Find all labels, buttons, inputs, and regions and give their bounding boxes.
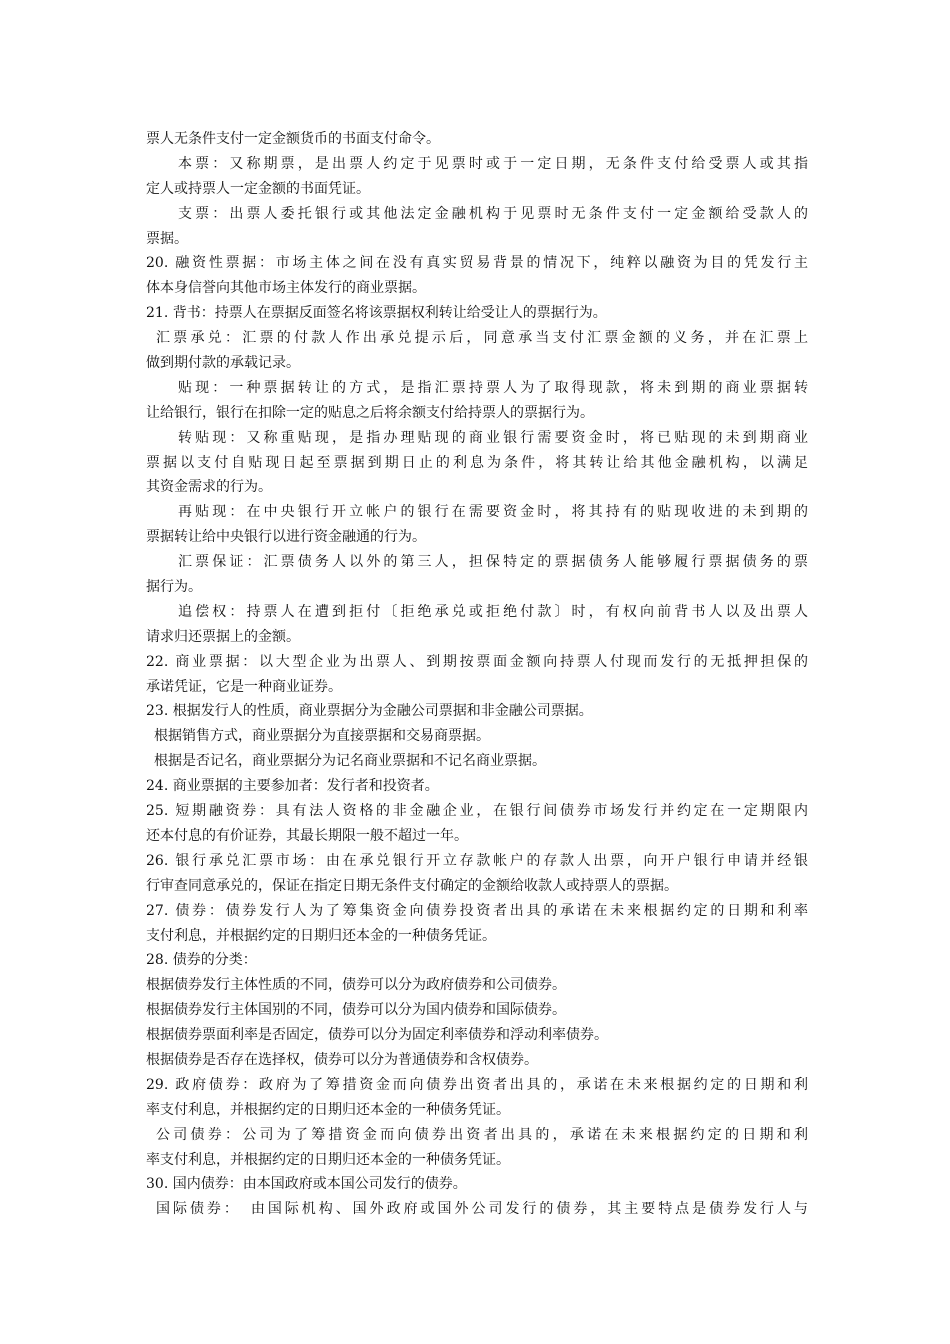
paragraph-guoji-zhaiquan: 国际债券： 由国际机构、国外政府或国外公司发行的债券，其主要特点是债券发行人与 — [156, 1201, 808, 1218]
text-line: 做到期付款的承载记录。 — [146, 355, 300, 372]
text-line: 支付利息，并根据约定的日期归还本金的一种债务凭证。 — [146, 927, 496, 944]
text-line: 票据转让给中央银行以进行资金融通的行为。 — [146, 529, 426, 546]
paragraph-zhipiao: 支票：出票人委托银行或其他法定金融机构于见票时无条件支付一定金额给受款人的 — [178, 205, 808, 222]
item-23: 23. 根据发行人的性质，商业票据分为金融公司票据和非金融公司票据。 — [146, 703, 593, 720]
text-line: 承诺凭证，它是一种商业证券。 — [146, 678, 342, 695]
item-28: 28. 债券的分类： — [146, 952, 257, 969]
document-page — [146, 127, 808, 1222]
text-line: 率支付利息，并根据约定的日期归还本金的一种债务凭证。 — [146, 1101, 510, 1118]
text-line: 票人无条件支付一定金额货币的书面支付命令。 — [146, 131, 440, 147]
item-29: 29. 政府债券：政府为了筹措资金而向债券出资者出具的，承诺在未来根据约定的日期和利 — [146, 1076, 808, 1093]
paragraph-huipiao-baozheng: 汇票保证：汇票债务人以外的第三人，担保特定的票据债务人能够履行票据债务的票 — [178, 554, 808, 571]
item-20: 20. 融资性票据：市场主体之间在没有真实贸易背景的情况下，纯粹以融资为目的凭发行主 — [146, 255, 808, 272]
paragraph-gongsi-zhaiquan: 公司债券：公司为了筹措资金而向债券出资者出具的，承诺在未来根据约定的日期和利 — [156, 1126, 808, 1143]
paragraph-tiexian: 贴现：一种票据转让的方式，是指汇票持票人为了取得现款，将未到期的商业票据转 — [178, 379, 808, 396]
paragraph-zhuantiexian: 转贴现：又称重贴现，是指办理贴现的商业银行需要资金时，将已贴现的未到期商业 — [178, 429, 808, 446]
text-line: 根据债券发行主体性质的不同，债券可以分为政府债券和公司债券。 — [146, 977, 566, 994]
item-27: 27. 债券：债券发行人为了筹集资金向债券投资者出具的承诺在未来根据约定的日期和利率 — [146, 902, 808, 919]
paragraph-zhuichangquan: 追偿权：持票人在遭到拒付〔拒绝承兑或拒绝付款〕时，有权向前背书人以及出票人 — [178, 603, 808, 620]
text-line: 体本身信誉向其他市场主体发行的商业票据。 — [146, 280, 426, 297]
paragraph-benpiao: 本票：又称期票，是出票人约定于见票时或于一定日期，无条件支付给受票人或其指 — [178, 155, 808, 172]
text-line: 还本付息的有价证券，其最长期限一般不超过一年。 — [146, 827, 468, 844]
item-21: 21. 背书：持票人在票据反面签名将该票据权利转让给受让人的票据行为。 — [146, 305, 607, 322]
paragraph-huipiao-chengdui: 汇票承兑：汇票的付款人作出承兑提示后，同意承当支付汇票金额的义务，并在汇票上 — [156, 330, 808, 347]
item-30: 30. 国内债券：由本国政府或本国公司发行的债券。 — [146, 1176, 467, 1193]
item-26: 26. 银行承兑汇票市场：由在承兑银行开立存款帐户的存款人出票，向开户银行申请并经银 — [146, 852, 808, 869]
text-line: 根据是否记名，商业票据分为记名商业票据和不记名商业票据。 — [154, 753, 546, 770]
text-line: 率支付利息，并根据约定的日期归还本金的一种债务凭证。 — [146, 1151, 510, 1168]
item-25: 25. 短期融资券：具有法人资格的非金融企业，在银行间债券市场发行并约定在一定期限内 — [146, 803, 808, 820]
text-line: 票据。 — [146, 230, 188, 247]
text-line: 让给银行，银行在扣除一定的贴息之后将余额支付给持票人的票据行为。 — [146, 404, 594, 421]
text-line: 根据债券票面利率是否固定，债券可以分为固定利率债券和浮动利率债券。 — [146, 1027, 608, 1044]
text-line: 定人或持票人一定金额的书面凭证。 — [146, 180, 370, 197]
text-line: 请求归还票据上的金额。 — [146, 628, 300, 645]
text-line: 根据债券发行主体国别的不同，债券可以分为国内债券和国际债券。 — [146, 1002, 566, 1019]
text-line: 其资金需求的行为。 — [146, 479, 272, 496]
text-line: 根据销售方式，商业票据分为直接票据和交易商票据。 — [154, 728, 490, 745]
item-24: 24. 商业票据的主要参加者：发行者和投资者。 — [146, 778, 439, 795]
paragraph-zaitiexian: 再贴现：在中央银行开立帐户的银行在需要资金时，将其持有的贴现收进的未到期的 — [178, 504, 808, 521]
text-line: 据行为。 — [146, 579, 202, 596]
text-line: 行审查同意承兑的，保证在指定日期无条件支付确定的金额给收款人或持票人的票据。 — [146, 877, 678, 894]
item-22: 22. 商业票据：以大型企业为出票人、到期按票面金额向持票人付现而发行的无抵押担保的 — [146, 653, 808, 670]
text-line: 票据以支付自贴现日起至票据到期日止的利息为条件，将其转让给其他金融机构，以满足 — [146, 454, 808, 471]
text-line: 根据债券是否存在选择权，债券可以分为普通债券和含权债券。 — [146, 1051, 538, 1068]
